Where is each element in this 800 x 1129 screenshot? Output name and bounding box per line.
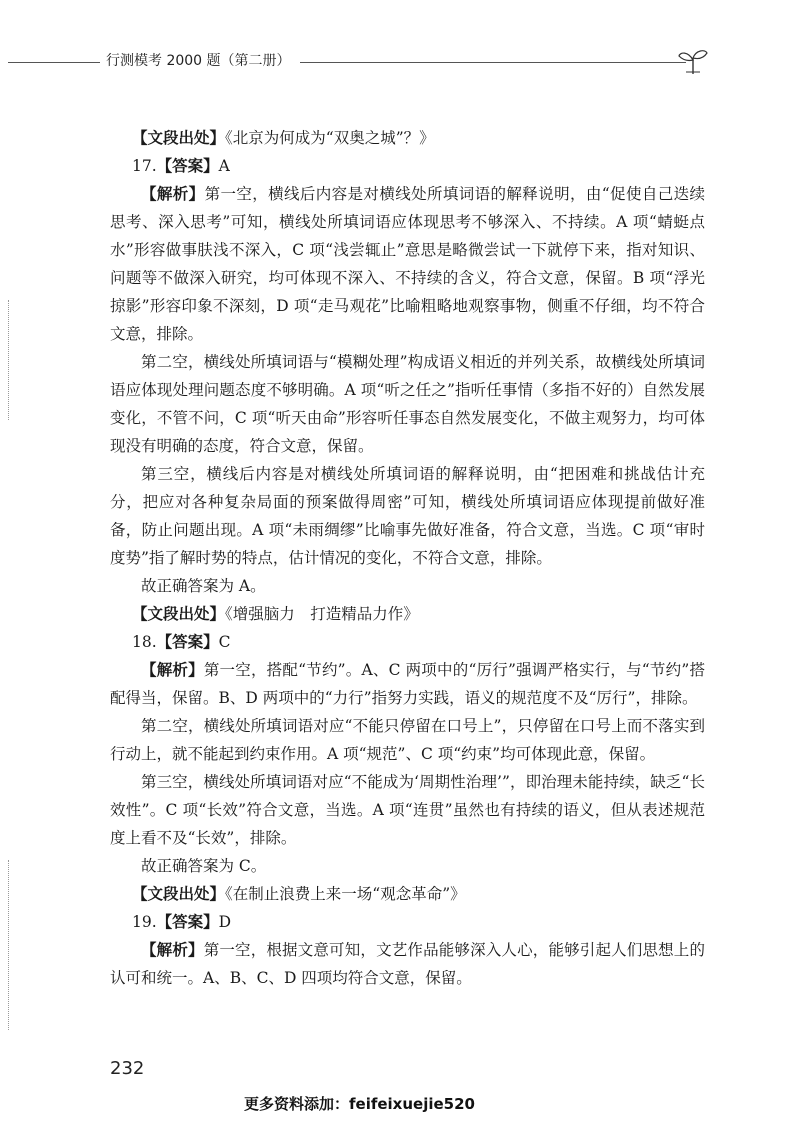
- margin-dots-upper: [8, 300, 11, 420]
- running-header: [0, 48, 800, 74]
- answer-line: 17.【答案】A: [132, 157, 230, 175]
- analysis-paragraph: 【解析】第一空，搭配“节约”。A、C 两项中的“厉行”强调严格实行，与“节约”搭配得当，保留。B、D 两项中的“力行”指努力实践，语义的规范度不及“厉行”，排除。: [110, 661, 705, 707]
- page-number: 232: [110, 1058, 145, 1079]
- conclusion-line: 故正确答案为 C。: [141, 857, 267, 875]
- analysis-paragraph: 【解析】第一空，横线后内容是对横线处所填词语的解释说明，由“促使自己迭续思考、深入思考”可知，横线处所填词语应体现思考不够深入、不持续。A 项“蜻蜓点水”形容做事肤浅不深入，C 项“浅尝辄止”意思是略微尝试一下就停下来，指对知识、问题等不做深入研究，均可体现不深入、不持续的含义，符合文意，保留。B 项“浮光掠影”形容印象不深刻，D 项“走马观花”比喻粗略地观察事物，侧重不仔细，均不符合文意，排除。: [110, 185, 705, 343]
- analysis-paragraph: 第二空，横线处所填词语与“模糊处理”构成语义相近的并列关系，故横线处所填词语应体现处理问题态度不够明确。A 项“听之任之”指听任事情（多指不好的）自然发展变化，不管不问，C 项“听天由命”形容听任事态自然发展变化，不做主观努力，均可体现没有明确的态度，符合文意，保留。: [110, 353, 705, 455]
- source-line: 【文段出处】《在制止浪费上来一场“观念革命”》: [132, 885, 466, 903]
- answer-line: 19.【答案】D: [132, 913, 232, 931]
- header-rule-right: [300, 62, 686, 63]
- header-title: 行测模考 2000 题（第二册）: [106, 53, 291, 69]
- margin-dots-lower: [8, 860, 11, 1030]
- answer-line: 18.【答案】C: [132, 633, 231, 651]
- analysis-paragraph: 第三空，横线处所填词语对应“不能成为‘周期性治理’”，即治理未能持续，缺乏“长效性”。C 项“长效”符合文意，当选。A 项“连贯”虽然也有持续的语义，但从表述规范度上看不及“长效”，排除。: [110, 773, 705, 847]
- header-rule-left: [8, 62, 100, 63]
- sprout-icon: [676, 48, 710, 76]
- source-line: 【文段出处】《增强脑力 打造精品力作》: [132, 605, 419, 623]
- analysis-paragraph: 【解析】第一空，根据文意可知，文艺作品能够深入人心，能够引起人们思想上的认可和统一。A、B、C、D 四项均符合文意，保留。: [110, 941, 705, 987]
- analysis-paragraph: 第二空，横线处所填词语对应“不能只停留在口号上”，只停留在口号上而不落实到行动上，就不能起到约束作用。A 项“规范”、C 项“约束”均可体现此意，保留。: [110, 717, 705, 763]
- analysis-paragraph: 第三空，横线后内容是对横线处所填词语的解释说明，由“把困难和挑战估计充分，把应对各种复杂局面的预案做得周密”可知，横线处所填词语应体现提前做好准备，防止问题出现。A 项“未雨绸缪”比喻事先做好准备，符合文意，当选。C 项“审时度势”指了解时势的特点，估计情况的变化，不符合文意，排除。: [110, 465, 705, 567]
- page-body: [110, 124, 705, 992]
- conclusion-line: 故正确答案为 A。: [141, 577, 266, 595]
- footer-note: 更多资料添加：feifeixuejie520: [244, 1095, 475, 1113]
- source-line: 【文段出处】《北京为何成为“双奥之城”？》: [132, 129, 435, 147]
